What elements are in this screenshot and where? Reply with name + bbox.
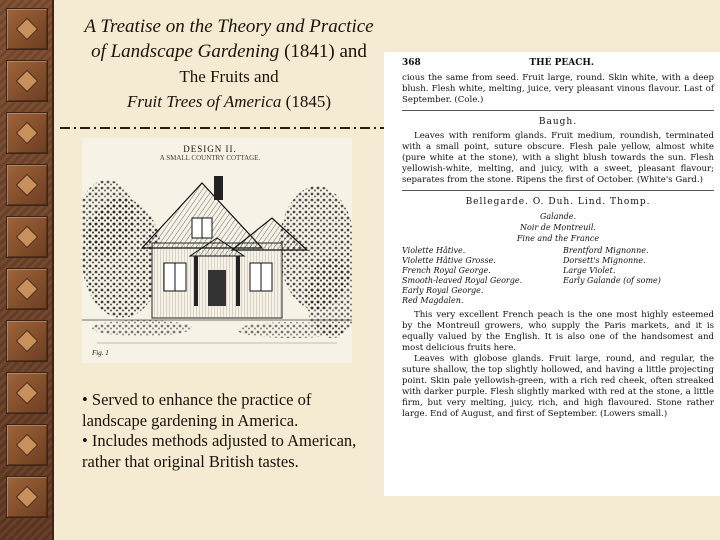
title-line4-tail: (1845)	[281, 92, 331, 111]
border-tile	[6, 164, 48, 206]
synonym-item: Early Galande (of some)	[563, 276, 661, 285]
running-head-title: THE PEACH.	[529, 58, 594, 68]
engraving-subcaption: A SMALL COUNTRY COTTAGE.	[159, 154, 261, 162]
paragraph: Leaves with globose glands. Fruit large, round, and regular, the suture shallow, the top slightly hollowed, and having a little projecting point. Skin pale yellowish-green, with a rich red cheek, often streaked with darker purple. Flesh slightly marked with red at the stone, a little firm, but very melting, juicy, rich, and high flavoured. Stone rather large. End of August, and first of September. (Lowers small.)	[402, 354, 714, 419]
title-line4: Fruit Trees of America	[127, 92, 282, 111]
page-number: 368	[402, 58, 421, 68]
title-line1: A Treatise on the Theory and Practice	[84, 16, 374, 37]
synonym-center: Noir de Montreuil.	[520, 223, 596, 232]
bullet-item: • Includes methods adjusted to American, rather that original British tastes.	[82, 431, 357, 471]
border-tile	[6, 8, 48, 50]
border-tile	[6, 60, 48, 102]
paragraph: This very excellent French peach is the one most highly esteemed by the Montreuil growers, who supply the Paris markets, and it is equally valued by the English. It is also one of the handsomest and most delicious fruits here.	[402, 310, 714, 353]
paragraph: cious the same from seed. Fruit large, round. Skin white, with a deep blush. Flesh white, melting, juice, very pleasant vinous flavour. Last of September. (Cole.)	[402, 73, 714, 105]
bullet-list	[82, 390, 362, 472]
slide-title	[64, 14, 394, 114]
title-line2-tail: (1841) and	[279, 41, 367, 62]
synonym-note: Fine and the France	[516, 234, 600, 243]
synonym-list	[402, 246, 714, 306]
divider	[402, 190, 714, 191]
border-tile	[6, 424, 48, 466]
synonym-item: Early Royal George.	[402, 286, 484, 295]
cottage-engraving	[82, 138, 352, 363]
variety-heading: Bellegarde. O. Duh. Lind. Thomp.	[465, 197, 651, 207]
title-line2: of Landscape Gardening	[91, 41, 280, 62]
book-page-text	[402, 58, 714, 420]
synonym-item: Violette Hâtive.	[402, 246, 466, 255]
border-tile	[6, 476, 48, 518]
variety-heading: Baugh.	[538, 117, 578, 127]
synonym-item: Red Magdalen.	[402, 296, 464, 305]
synonym-item: Large Violet.	[563, 266, 616, 275]
border-tile	[6, 268, 48, 310]
engraving-caption: DESIGN II.	[183, 144, 237, 154]
synonym-center: Galande.	[539, 212, 577, 221]
title-line3: The Fruits and	[179, 67, 279, 86]
divider	[402, 110, 714, 111]
running-head	[402, 58, 714, 69]
border-tile	[6, 372, 48, 414]
border-tile	[6, 320, 48, 362]
synonym-item: French Royal George.	[402, 266, 491, 275]
synonym-item: Dorsett's Mignonne.	[563, 256, 646, 265]
border-tile	[6, 216, 48, 258]
synonym-item: Violette Hâtive Grosse.	[402, 256, 496, 265]
synonym-item: Brentford Mignonne.	[563, 246, 649, 255]
engraving-fig-label: Fig. 1	[92, 349, 109, 357]
paragraph: Leaves with reniform glands. Fruit medium, roundish, terminated with a small point, suture obscure. Flesh pale yellow, almost white (pure white at the stone), with a slight blush towards the sun. Flesh yellowish-white, melting, and juicy, with a sweet, pleasant flavour; separates from the stone. Ripens the first of October. (White's Gard.)	[402, 131, 714, 185]
border-tile	[6, 112, 48, 154]
dashed-divider	[60, 127, 390, 129]
synonym-item: Smooth-leaved Royal George.	[402, 276, 523, 285]
bullet-item: • Served to enhance the practice of landscape gardening in America.	[82, 390, 312, 430]
decorative-border	[0, 0, 54, 540]
